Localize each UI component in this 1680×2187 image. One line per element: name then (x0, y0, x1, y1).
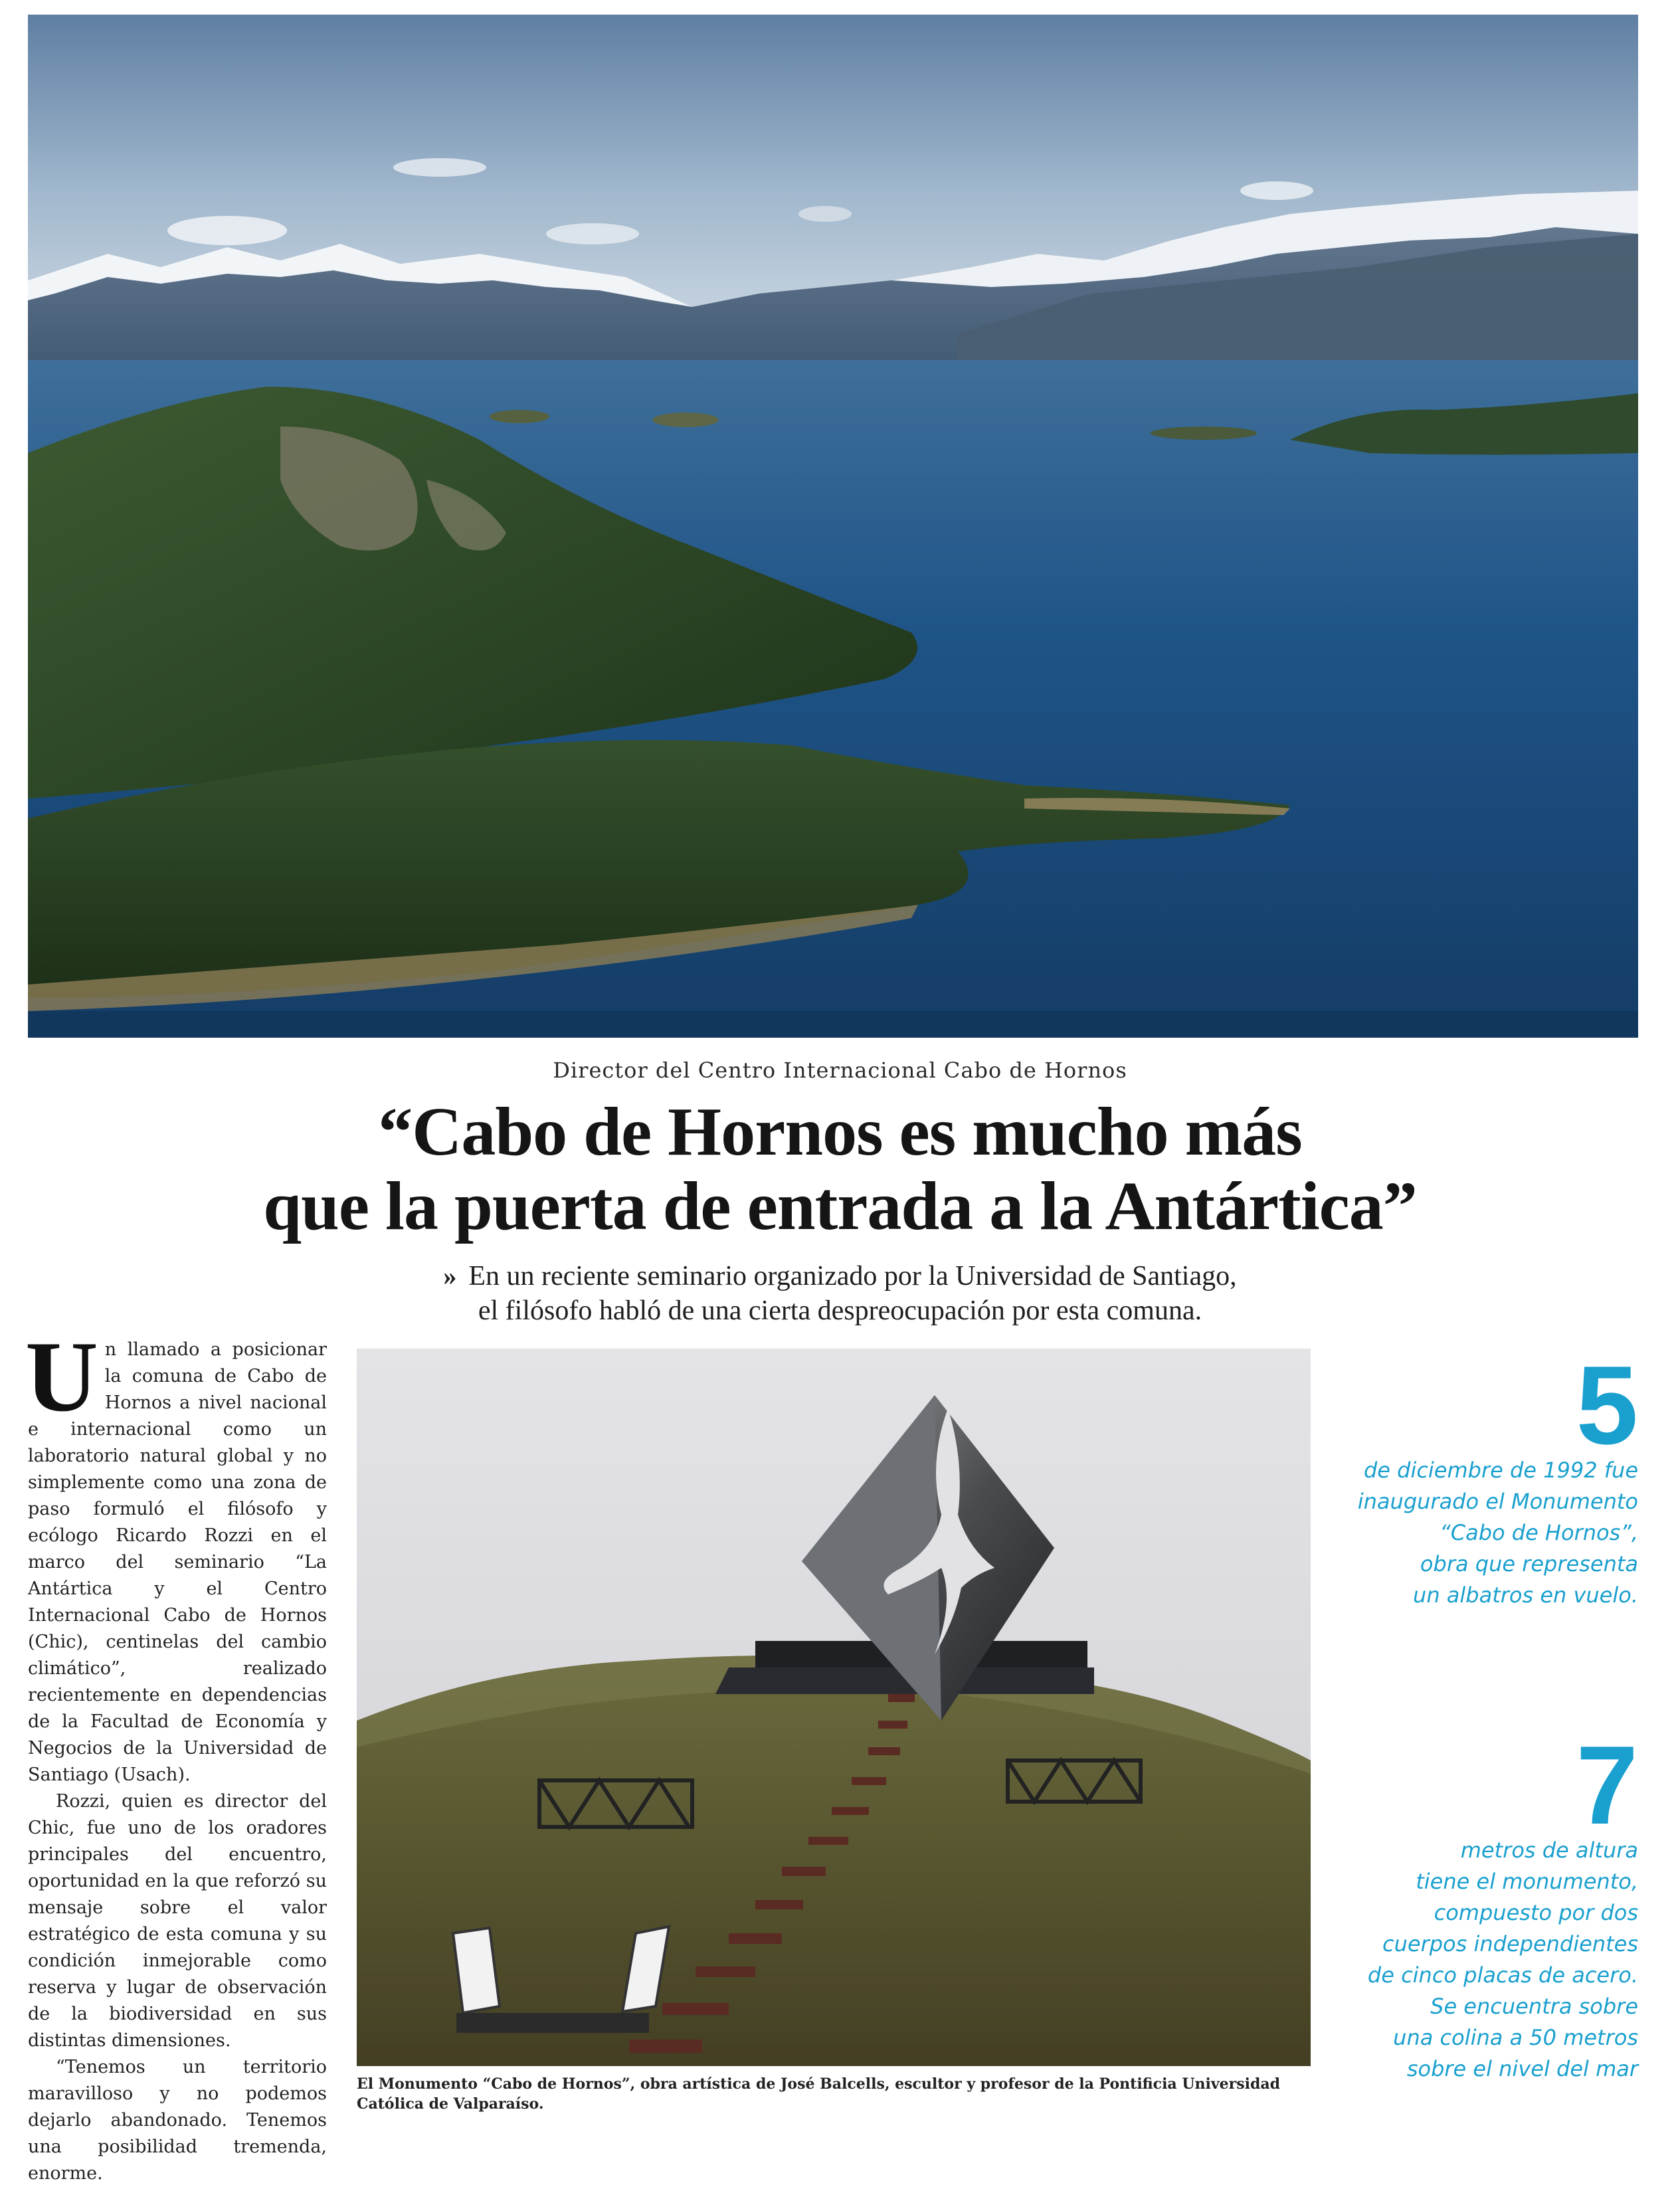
article-body (25, 1321, 327, 2184)
fact-1-line-2: inaugurado el Monumento (1357, 1489, 1638, 1514)
fact-2-line-4: cuerpos independientes (1382, 1931, 1638, 1956)
fact-1-line-5: un albatros en vuelo. (1413, 1582, 1638, 1608)
paragraph-3: “Tenemos un territorio maravilloso y no podemos dejarlo abandonado. Tenemos una posibilidad tremenda, enorme. (28, 2057, 327, 2184)
headline-line-1: “Cabo de Hornos es mucho más (378, 1094, 1302, 1170)
fact-1-line-1: de diciembre de 1992 fue (1363, 1458, 1638, 1483)
cape-horn-landscape-icon (28, 15, 1638, 1038)
fact-1-line-3: “Cabo de Hornos”, (1440, 1520, 1638, 1545)
fact-2-line-2: tiene el monumento, (1416, 1869, 1638, 1894)
fact-1-text (1329, 1455, 1638, 1611)
lead (0, 1259, 1680, 1328)
fact-2-text (1329, 1835, 1638, 2085)
fact-2-line-3: compuesto por dos (1434, 1900, 1638, 1925)
fact-2-line-8: sobre el nivel del mar (1406, 2056, 1638, 2081)
fact-box-2 (1329, 1723, 1638, 2085)
fact-1-line-4: obra que representa (1420, 1551, 1638, 1576)
kicker: Director del Centro Internacional Cabo de Hornos (553, 1058, 1127, 1083)
fact-2-line-1: metros de altura (1460, 1838, 1638, 1863)
fact-2-number: 7 (1576, 1723, 1638, 1848)
paragraph-1 (25, 1321, 327, 1788)
hero-photo (28, 15, 1638, 1038)
fact-2-line-6: Se encuentra sobre (1430, 1994, 1638, 2019)
paragraph-1-text: n llamado a posicionar la comuna de Cabo de Hornos a nivel nacional e internacional como un laboratorio natural global y no simplemente como una zona de paso formuló el filósofo y ecólogo Ricardo Rozzi en el marco del seminario “La Antártica y el Centro Internacional Cabo de Hornos (Chic), centinelas del cambio climático”, realizado recientemente en dependencias de la Facultad de Economía y Negocios de la Universidad de Santiago (Usach). (28, 1339, 327, 1785)
drop-cap: U (25, 1321, 98, 1432)
lead-line-1-text: En un reciente seminario organizado por la Universidad de Santiago, (468, 1261, 1237, 1291)
headline (0, 1095, 1680, 1244)
monument-photo (357, 1349, 1311, 2066)
paragraph-2: Rozzi, quien es director del Chic, fue uno de los oradores principales del encuentro, oportunidad en la que reforzó su mensaje sobre el valor estratégico de esta comuna y su condición inmejorable como reserva y lugar de observación de la biodiversidad en sus distintas dimensiones. (28, 1791, 327, 2051)
fact-2-line-5: de cinco placas de acero. (1367, 1962, 1638, 1988)
fact-box-1 (1329, 1343, 1638, 1611)
headline-line-2: que la puerta de entrada a la Antártica” (263, 1168, 1417, 1244)
fact-2-line-7: una colina a 50 metros (1393, 2025, 1638, 2050)
lead-line-1 (0, 1259, 1680, 1293)
lead-line-2: el filósofo habló de una cierta despreocupación por esta comuna. (478, 1295, 1202, 1326)
albatross-monument-icon (357, 1349, 1311, 2066)
fact-1-number: 5 (1576, 1343, 1638, 1468)
photo-caption: El Monumento “Cabo de Hornos”, obra artística de José Balcells, escultor y profesor de la Pontificia Universidad Católica de Valparaíso. (357, 2075, 1281, 2113)
chevron-right-icon: » (443, 1261, 457, 1291)
